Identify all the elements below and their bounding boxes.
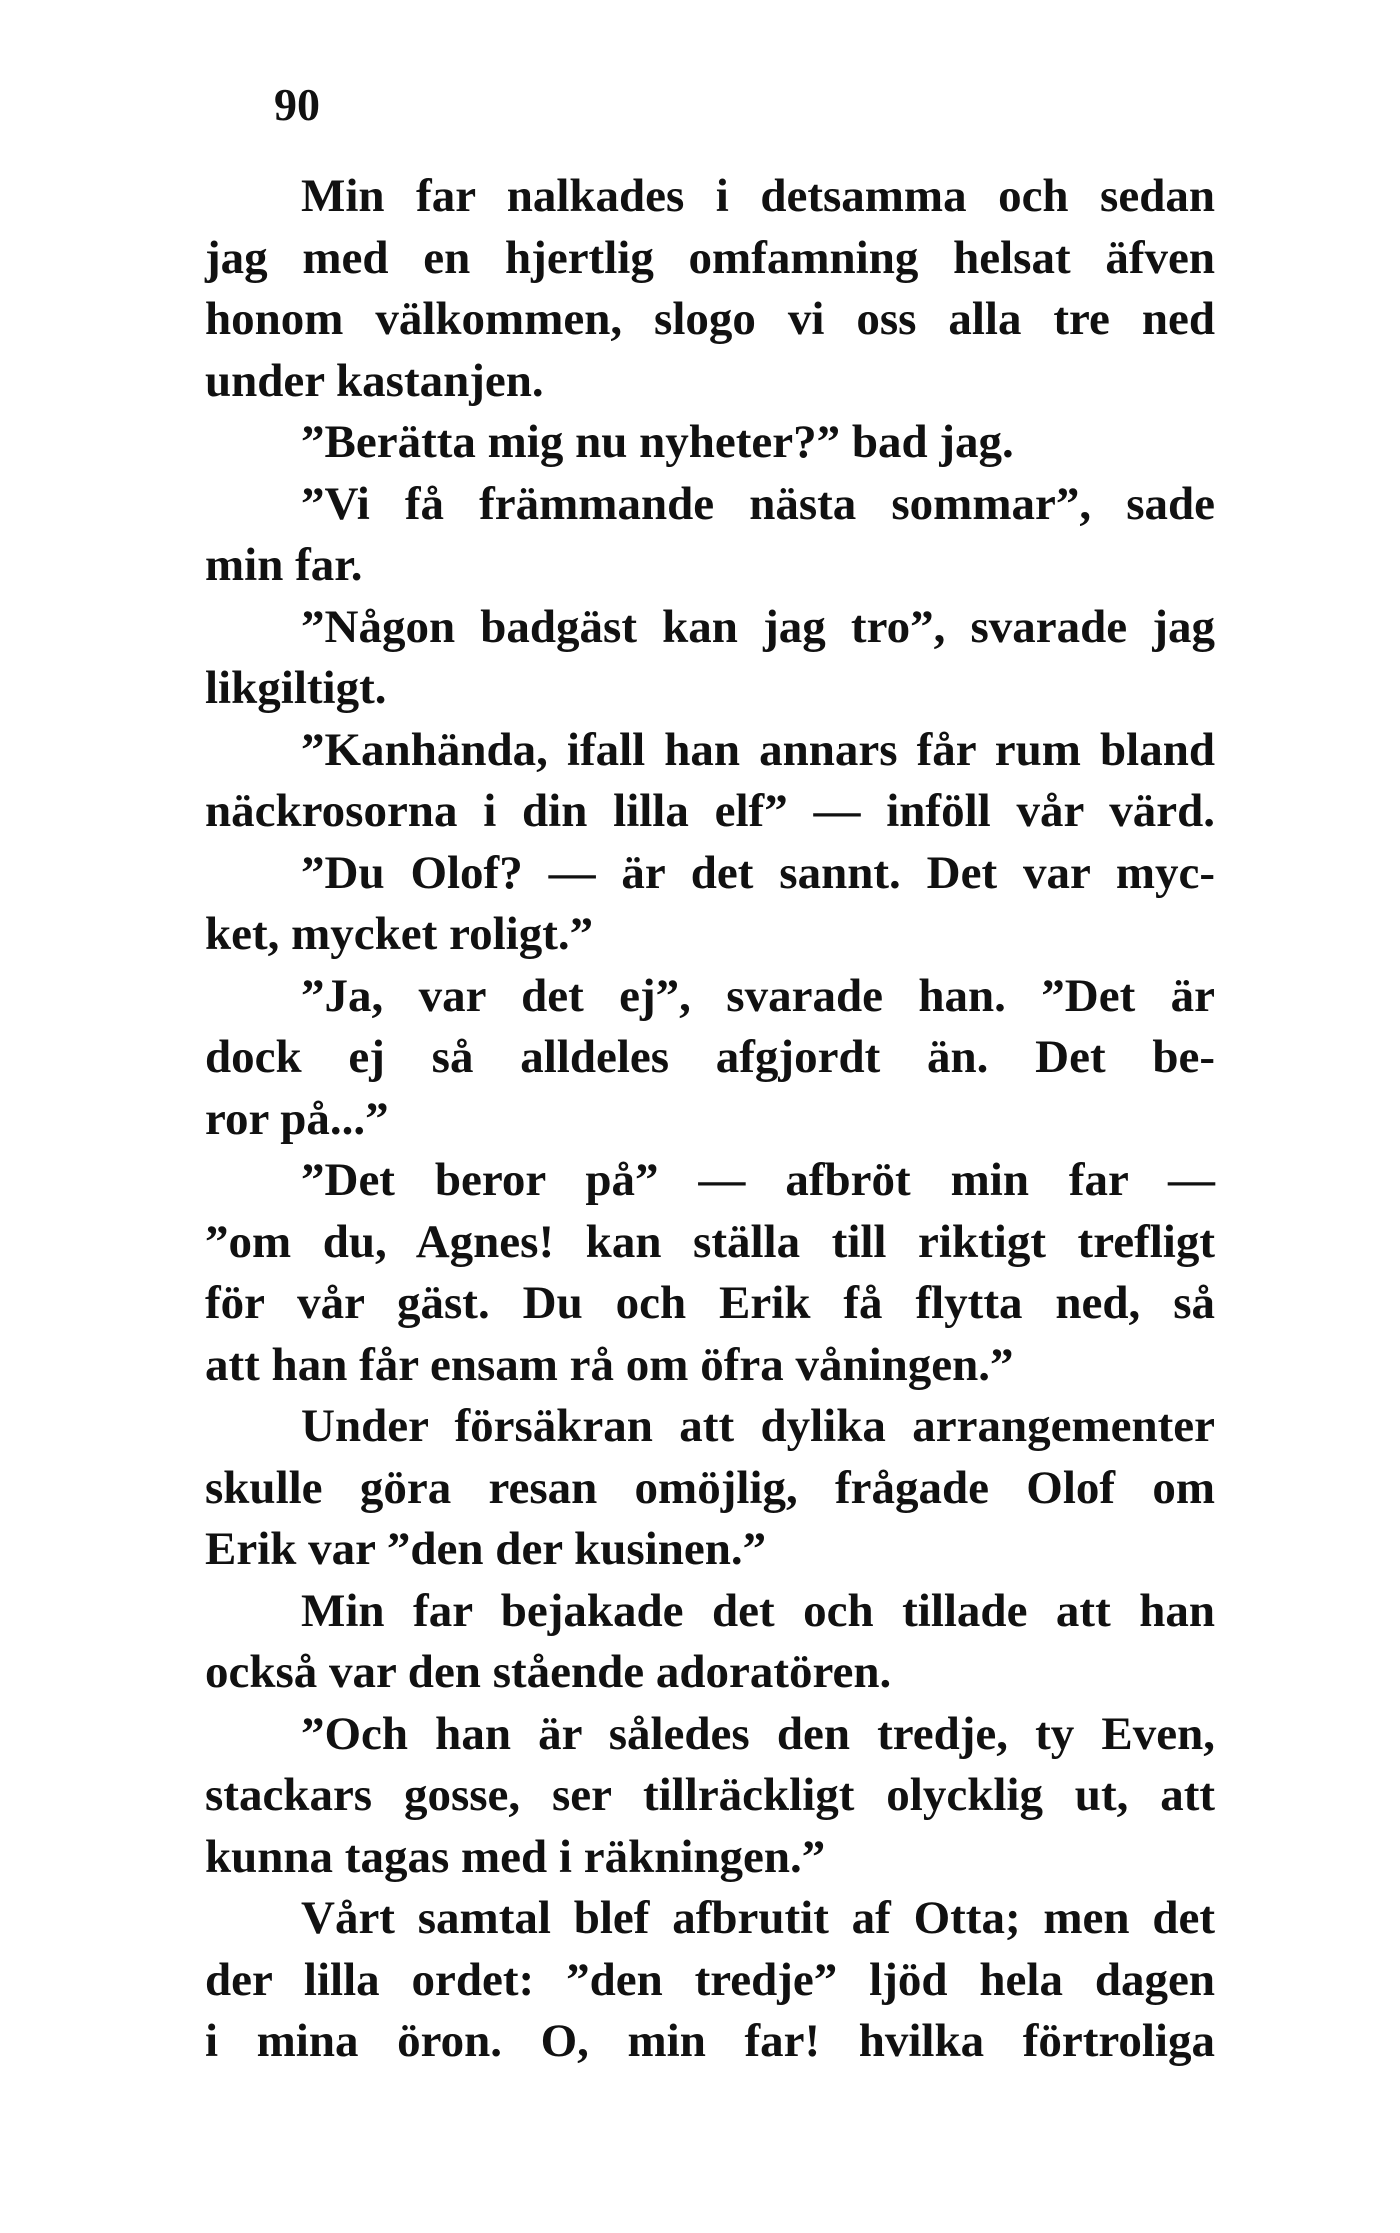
text-line: ”om du, Agnes! kan ställa till riktigt trefligt — [205, 1215, 1215, 1268]
text-line: ”Någon badgäst kan jag tro”, svarade jag — [301, 600, 1215, 653]
body-text — [205, 166, 1215, 2073]
text-line: Min far bejakade det och tillade att han — [301, 1584, 1215, 1637]
text-line: ket, mycket roligt.” — [205, 908, 594, 960]
text-line: ”Och han är således den tredje, ty Even, — [301, 1707, 1215, 1760]
text-line: ”Kanhända, ifall han annars får rum bland — [301, 723, 1215, 776]
text-line: näckrosorna i din lilla elf” — inföll vår värd. — [205, 785, 1215, 837]
text-line: ”Du Olof? — är det sannt. Det var myc- — [301, 846, 1215, 899]
text-line: likgiltigt. — [205, 662, 387, 714]
page-number: 90 — [274, 79, 320, 130]
text-line: ”Ja, var det ej”, svarade han. ”Det är — [301, 969, 1215, 1022]
text-line: jag med en hjertlig omfamning helsat äfven — [205, 231, 1215, 284]
text-line: ”Vi få främmande nästa sommar”, sade — [301, 477, 1215, 530]
text-line: Min far nalkades i detsamma och sedan — [301, 170, 1215, 222]
text-line: der lilla ordet: ”den tredje” ljöd hela dagen — [205, 1953, 1215, 2006]
text-line: kunna tagas med i räkningen.” — [205, 1830, 826, 1883]
text-line: Vårt samtal blef afbrutit af Otta; men det — [301, 1892, 1215, 1944]
text-line: stackars gosse, ser tillräckligt olycklig ut, att — [205, 1769, 1215, 1821]
text-line: för vår gäst. Du och Erik få flytta ned, så — [205, 1277, 1215, 1329]
text-line: också var den stående adoratören. — [205, 1646, 892, 1698]
text-line: ”Det beror på” — afbröt min far — — [301, 1154, 1215, 1206]
text-line: honom välkommen, slogo vi oss alla tre ned — [205, 293, 1215, 345]
text-line: min far. — [205, 539, 363, 591]
text-line: Erik var ”den der kusinen.” — [205, 1523, 767, 1575]
text-line: ”Berätta mig nu nyheter?” bad jag. — [301, 416, 1014, 468]
text-line: i mina öron. O, min far! hvilka förtroliga — [205, 2015, 1215, 2067]
text-line: Under försäkran att dylika arrangementer — [301, 1400, 1215, 1452]
text-line: dock ej så alldeles afgjordt än. Det be- — [205, 1031, 1215, 1083]
text-line: att han får ensam rå om öfra våningen.” — [205, 1338, 1014, 1391]
text-line: ror på...” — [205, 1092, 389, 1145]
text-line: under kastanjen. — [205, 354, 544, 407]
text-line: skulle göra resan omöjlig, frågade Olof om — [205, 1461, 1215, 1514]
